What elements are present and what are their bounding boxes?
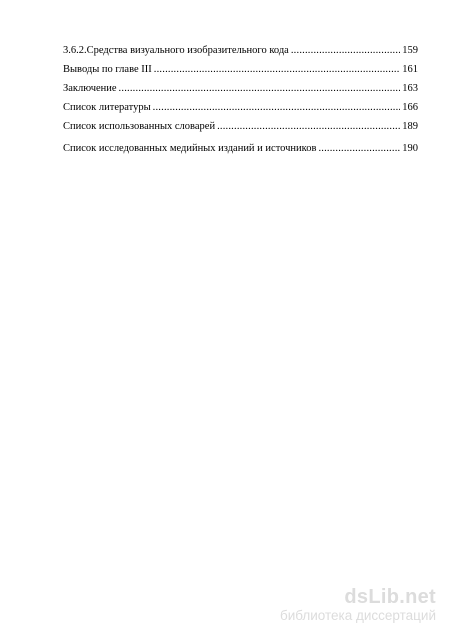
- toc-entry-title: Выводы по главе III: [63, 64, 152, 75]
- toc-entry-title: Список литературы: [63, 102, 151, 113]
- watermark-brand: dsLib.net: [344, 586, 436, 608]
- dot-leader: [217, 117, 400, 136]
- toc-entry-title: Список исследованных медийных изданий и источников: [63, 143, 317, 154]
- dot-leader: [119, 79, 401, 98]
- toc-entry-page: 190: [402, 143, 418, 154]
- toc-entry-page: 163: [402, 83, 418, 94]
- toc-entry-page: 189: [402, 121, 418, 132]
- toc-entry-title: Список использованных словарей: [63, 121, 216, 132]
- toc-entry-page: 161: [402, 64, 418, 75]
- toc-entry[interactable]: [63, 98, 418, 117]
- toc-entry[interactable]: [63, 139, 418, 158]
- dot-leader: [153, 98, 401, 117]
- dot-leader: [154, 60, 400, 79]
- toc-entry[interactable]: [63, 79, 418, 98]
- toc-entry-page: 159: [402, 45, 418, 56]
- toc-entry-page: 166: [402, 102, 418, 113]
- watermark: [280, 587, 436, 625]
- table-of-contents: [63, 41, 418, 158]
- dot-leader: [318, 139, 400, 158]
- toc-entry-title: 3.6.2.Средства визуального изобразительного кода: [63, 45, 289, 56]
- toc-entry-title: Заключение: [63, 83, 117, 94]
- toc-entry[interactable]: [63, 41, 418, 60]
- watermark-subtitle: библиотека диссертаций: [279, 608, 436, 623]
- toc-entry[interactable]: [63, 117, 418, 136]
- toc-entry[interactable]: [63, 60, 418, 79]
- dot-leader: [291, 41, 400, 60]
